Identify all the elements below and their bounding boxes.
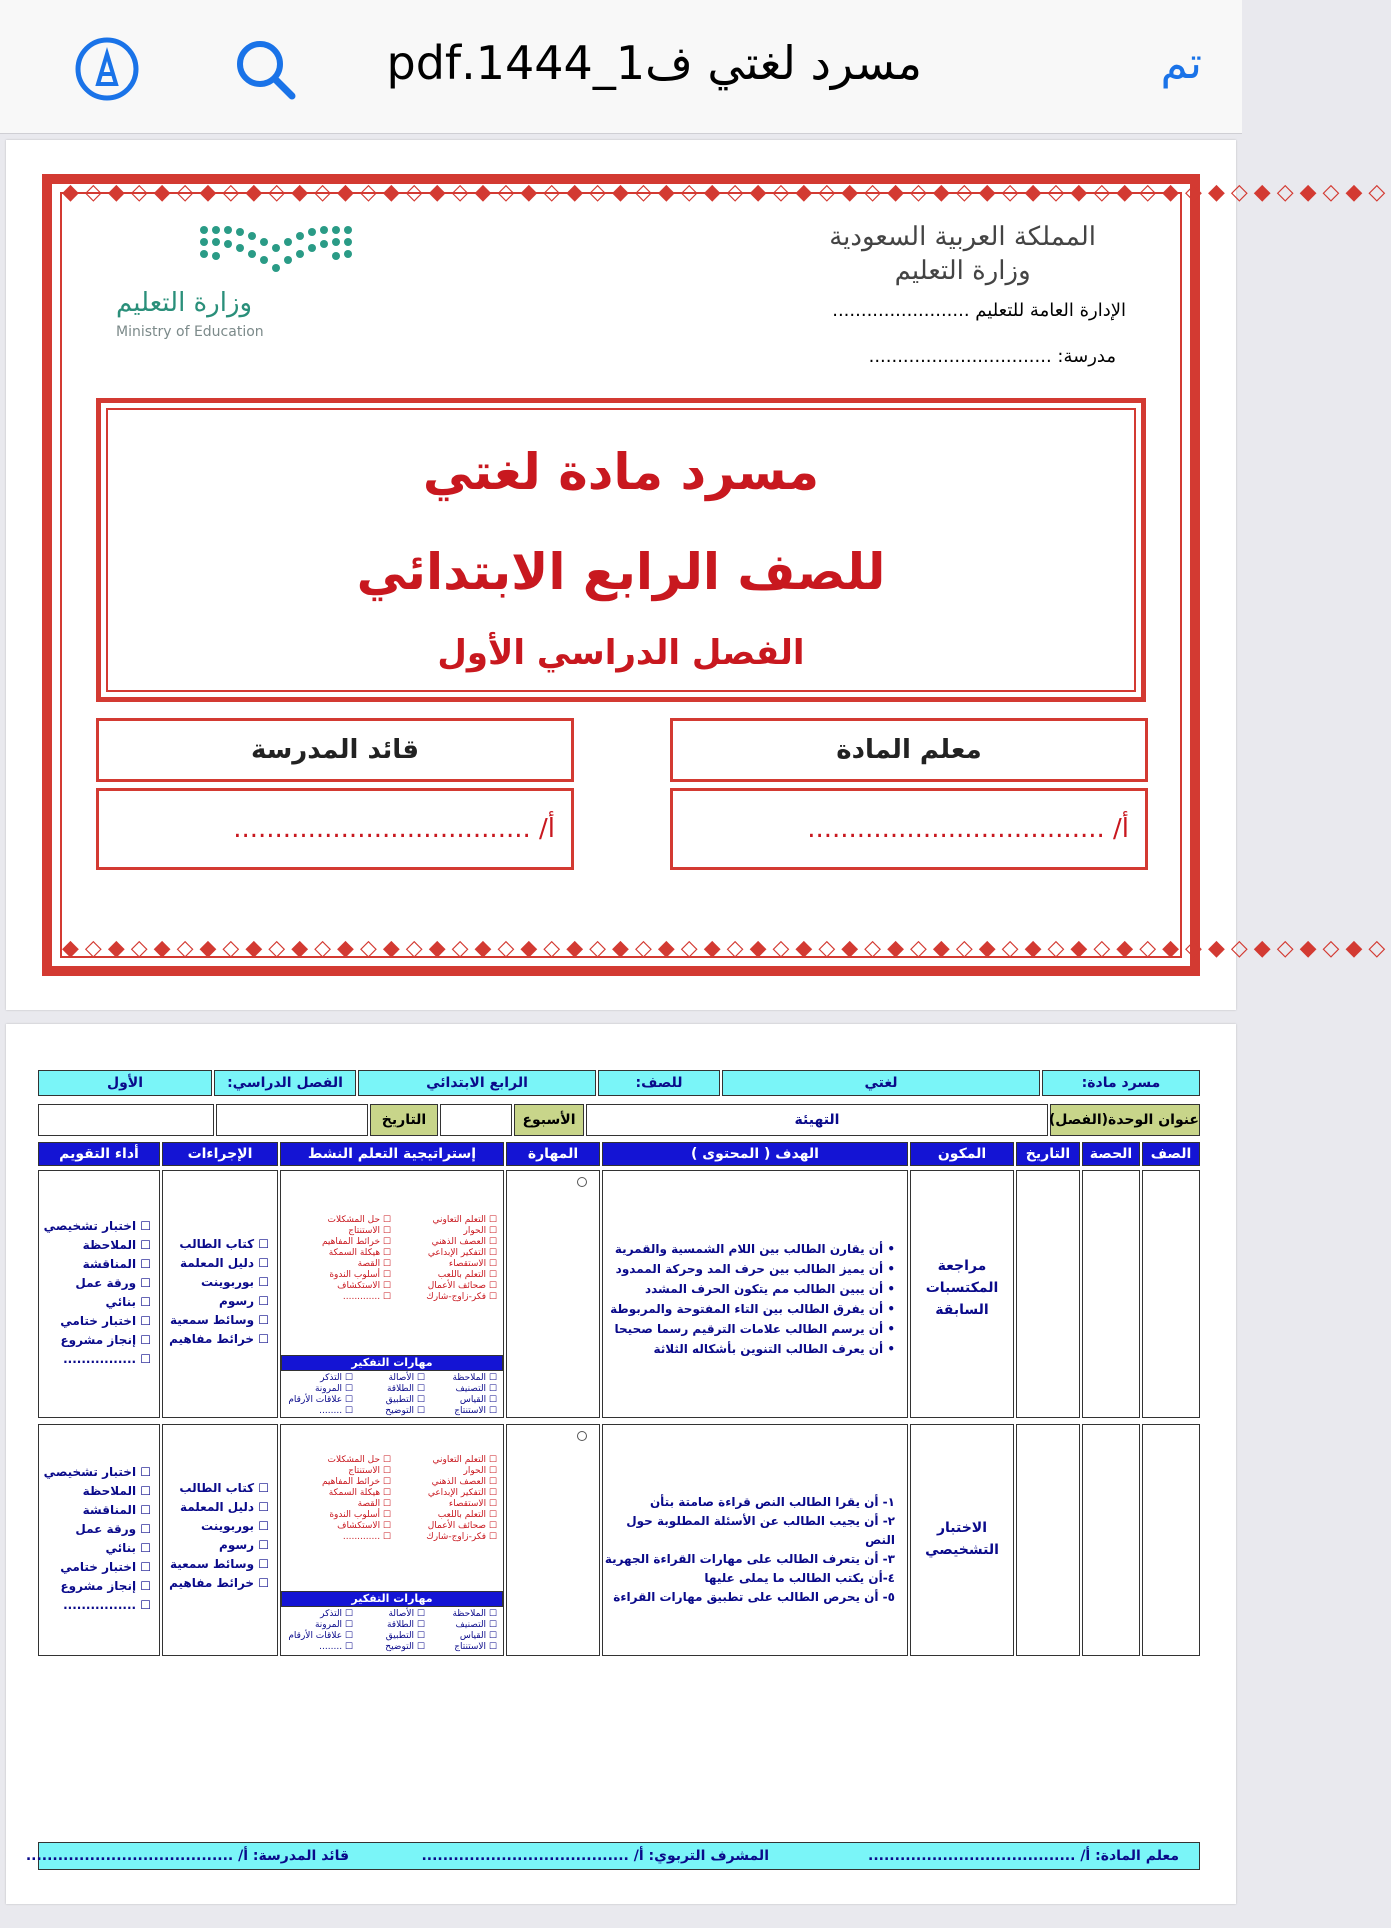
title-line-1: مسرد مادة لغتي xyxy=(422,443,820,501)
header-procedures: الإجراءات xyxy=(162,1142,278,1166)
row1-strategy-cell xyxy=(280,1170,504,1418)
kingdom-header xyxy=(829,220,1096,288)
title-line-3: الفصل الدراسي الأول xyxy=(437,633,805,673)
unit-label: عنوان الوحدة(الفصل) xyxy=(1050,1104,1200,1136)
strategy-item[interactable]: ☐ التفكير الإبداعي xyxy=(427,1488,497,1498)
strategy-item[interactable]: ☐ الحوار xyxy=(463,1226,497,1236)
strategy-item[interactable]: ☐ حل المشكلات xyxy=(327,1215,391,1225)
row2-skill-cell xyxy=(506,1424,600,1656)
row1-goal: • أن يعرف الطالب التنوين بأشكاله الثلاثة xyxy=(653,1342,895,1356)
title-box xyxy=(96,398,1146,702)
teacher-sign-box xyxy=(670,788,1148,870)
procedure-item[interactable]: ☐ كتاب الطالب xyxy=(179,1481,269,1495)
procedure-item[interactable]: ☐ بوربوينت xyxy=(200,1519,269,1533)
unit-value: التهيئة xyxy=(586,1104,1048,1136)
thinking-item[interactable]: ☐ الاستنتاج xyxy=(454,1406,497,1416)
strategy-item[interactable]: ☐ خرائط المفاهيم xyxy=(321,1237,391,1247)
strategy-item[interactable]: ☐ التعلم التعاوني xyxy=(432,1455,497,1465)
strategy-item[interactable]: ☐ أسلوب الندوة xyxy=(329,1510,391,1520)
strategy-item[interactable]: ☐ هيكلة السمكة xyxy=(328,1248,391,1258)
ministry-logo-icon xyxy=(196,220,356,276)
header-strategy: إستراتيجية التعلم النشط xyxy=(280,1142,504,1166)
grade-value: الرابع الابتدائي xyxy=(358,1070,596,1096)
evaluation-item[interactable]: ☐ بنائي xyxy=(105,1295,151,1309)
evaluation-item[interactable]: ☐ اختبار تشخيصي xyxy=(43,1465,151,1479)
row2-component: الاختبار التشخيصي xyxy=(925,1520,999,1558)
row2-date-cell xyxy=(1016,1424,1080,1656)
strategy-item[interactable]: ☐ الاستنتاج xyxy=(348,1466,391,1476)
procedure-item[interactable]: ☐ خرائط مفاهيم xyxy=(169,1332,269,1346)
row2-period-cell xyxy=(1082,1424,1140,1656)
kingdom-line-1: المملكة العربية السعودية xyxy=(829,222,1096,252)
thinking-item[interactable]: ☐ التذكر xyxy=(320,1609,353,1619)
evaluation-item[interactable]: ☐ إنجاز مشروع xyxy=(60,1579,151,1593)
thinking-item[interactable]: ☐ التوضيح xyxy=(385,1642,425,1652)
ministry-name-ar: وزارة التعليم xyxy=(116,288,253,318)
grade-label: للصف: xyxy=(598,1070,720,1096)
thinking-title: مهارات التفكير xyxy=(281,1355,503,1371)
strategy-item[interactable]: ☐ هيكلة السمكة xyxy=(328,1488,391,1498)
subject-value: لغتي xyxy=(722,1070,1040,1096)
thinking-item[interactable]: ☐ التطبيق xyxy=(385,1631,425,1641)
plan-page xyxy=(6,1024,1236,1904)
row1-goal: • أن يبين الطالب مم يتكون الحرف المشدد xyxy=(644,1282,895,1296)
thinking-title: مهارات التفكير xyxy=(281,1591,503,1607)
procedure-item[interactable]: ☐ رسوم xyxy=(219,1294,269,1308)
teacher-label: معلم المادة xyxy=(836,735,982,765)
markup-pen-icon[interactable] xyxy=(74,36,140,102)
row2-component-cell xyxy=(910,1424,1014,1656)
header-date: التاريخ xyxy=(1016,1142,1080,1166)
row2-procedures-cell xyxy=(162,1424,278,1656)
procedure-item[interactable]: ☐ وسائط سمعية xyxy=(169,1557,269,1571)
strategy-item[interactable]: ☐ التعلم باللعب xyxy=(437,1510,497,1520)
row2-goals-cell xyxy=(602,1424,908,1656)
evaluation-item[interactable]: ☐ المناقشة xyxy=(82,1503,151,1517)
school-field: مدرسة: ................................ xyxy=(868,346,1116,367)
strategy-item[interactable]: ☐ الاستقصاء xyxy=(448,1259,497,1269)
procedure-item[interactable]: ☐ دليل المعلمة xyxy=(179,1500,269,1514)
week-value xyxy=(440,1104,512,1136)
admin-field: الإدارة العامة للتعليم ........................ xyxy=(832,300,1126,321)
date-label: التاريخ xyxy=(370,1104,438,1136)
header-evaluation: أداء التقويم xyxy=(38,1142,160,1166)
teacher-sign-line: أ/ .................................... xyxy=(807,814,1129,844)
thinking-item[interactable]: ☐ الأصالة xyxy=(388,1609,425,1619)
viewer-toolbar xyxy=(0,0,1242,134)
header-goal: الهدف ( المحتوى ) xyxy=(602,1142,908,1166)
evaluation-item[interactable]: ☐ ورقة عمل xyxy=(75,1276,151,1290)
thinking-item[interactable]: ☐ الملاحظة xyxy=(452,1609,497,1619)
row1-grade-cell xyxy=(1142,1170,1200,1418)
strategy-item[interactable]: ☐ فكر-زاوج-شارك xyxy=(426,1292,497,1302)
evaluation-item[interactable]: ☐ ورقة عمل xyxy=(75,1522,151,1536)
row1-component: مراجعة المكتسبات السابقة xyxy=(925,1258,999,1318)
row2-evaluation-cell xyxy=(38,1424,160,1656)
strategy-item[interactable]: ☐ القصة xyxy=(357,1499,391,1509)
strategy-item[interactable]: ☐ العصف الذهني xyxy=(431,1237,497,1247)
thinking-item[interactable]: ☐ ........ xyxy=(319,1642,353,1652)
thinking-item[interactable]: ☐ الاستنتاج xyxy=(454,1642,497,1652)
search-icon[interactable] xyxy=(232,36,298,102)
row1-date-cell xyxy=(1016,1170,1080,1418)
footer-supervisor: المشرف التربوي: أ/ ....................................... xyxy=(421,1848,769,1864)
thinking-item[interactable]: ☐ الطلاقة xyxy=(386,1620,425,1630)
row2-goal: ٤-أن يكتب الطالب ما يملى عليها xyxy=(704,1571,895,1585)
strategy-item[interactable]: ☐ فكر-زاوج-شارك xyxy=(426,1532,497,1542)
strategy-item[interactable]: ☐ ............. xyxy=(342,1532,391,1542)
row1-goals-cell xyxy=(602,1170,908,1418)
kingdom-line-2: وزارة التعليم xyxy=(894,256,1031,286)
footer-teacher: معلم المادة: أ/ ....................................... xyxy=(868,1848,1179,1864)
row2-goal: ٣- أن يتعرف الطالب على مهارات القراءة الجهرية xyxy=(604,1552,895,1566)
header-skill: المهارة xyxy=(506,1142,600,1166)
thinking-item[interactable]: ☐ التذكر xyxy=(320,1373,353,1383)
evaluation-item[interactable]: ☐ إنجاز مشروع xyxy=(60,1333,151,1347)
row1-period-cell xyxy=(1082,1170,1140,1418)
footer-bar xyxy=(25,1842,1200,1870)
footer-principal: قائد المدرسة: أ/ ....................................... xyxy=(25,1848,349,1864)
strategy-item[interactable]: ☐ الاستكشاف xyxy=(337,1521,391,1531)
procedure-item[interactable]: ☐ دليل المعلمة xyxy=(179,1256,269,1270)
thinking-item[interactable]: ☐ المرونة xyxy=(314,1384,353,1394)
evaluation-item[interactable]: ☐ اختبار ختامي xyxy=(60,1314,151,1328)
thinking-item[interactable]: ☐ علاقات الأرقام xyxy=(288,1631,353,1641)
thinking-item[interactable]: ☐ التطبيق xyxy=(385,1395,425,1405)
row2-goal: ٥- أن يحرص الطالب على تطبيق مهارات القراءة xyxy=(613,1590,895,1604)
row1-procedures-cell xyxy=(162,1170,278,1418)
thinking-item[interactable]: ☐ الأصالة xyxy=(388,1373,425,1383)
procedure-item[interactable]: ☐ خرائط مفاهيم xyxy=(169,1576,269,1590)
term-value: الأول xyxy=(38,1070,212,1096)
row2-grade-cell xyxy=(1142,1424,1200,1656)
row1-component-cell xyxy=(910,1170,1014,1418)
thinking-item[interactable]: ☐ ........ xyxy=(319,1406,353,1416)
week-label: الأسبوع xyxy=(514,1104,584,1136)
principal-label-box xyxy=(96,718,574,782)
document-title: مسرد لغتي ف1_1444.pdf xyxy=(386,36,922,90)
strategy-item[interactable]: ☐ العصف الذهني xyxy=(431,1477,497,1487)
strategy-item[interactable]: ☐ التفكير الإبداعي xyxy=(427,1248,497,1258)
thinking-item[interactable]: ☐ الطلاقة xyxy=(386,1384,425,1394)
strategy-item[interactable]: ☐ التعلم التعاوني xyxy=(432,1215,497,1225)
row1-goal: • أن يفرق الطالب بين التاء المفتوحة والمربوطة xyxy=(610,1302,895,1316)
evaluation-item[interactable]: ☐ اختبار تشخيصي xyxy=(43,1219,151,1233)
row1-skill-cell xyxy=(506,1170,600,1418)
skill-radio[interactable] xyxy=(577,1177,587,1187)
procedure-item[interactable]: ☐ بوربوينت xyxy=(200,1275,269,1289)
row1-goal: • أن يميز الطالب بين حرف المد وحركة الممدود xyxy=(615,1262,895,1276)
teacher-label-box xyxy=(670,718,1148,782)
evaluation-item[interactable]: ☐ ................ xyxy=(63,1352,151,1366)
evaluation-item[interactable]: ☐ بنائي xyxy=(105,1541,151,1555)
thinking-item[interactable]: ☐ التوضيح xyxy=(385,1406,425,1416)
ministry-name-en: Ministry of Education xyxy=(116,324,264,340)
header-component: المكون xyxy=(910,1142,1014,1166)
header-period: الحصة xyxy=(1082,1142,1140,1166)
thinking-item[interactable]: ☐ التصنيف xyxy=(455,1620,497,1630)
principal-label: قائد المدرسة xyxy=(250,735,420,765)
row2-goal: ٢- أن يجيب الطالب عن الأسئلة المطلوبة حول النص xyxy=(626,1514,895,1547)
evaluation-item[interactable]: ☐ المناقشة xyxy=(82,1257,151,1271)
strategy-item[interactable]: ☐ ............. xyxy=(342,1292,391,1302)
thinking-item[interactable]: ☐ المرونة xyxy=(314,1620,353,1630)
procedure-item[interactable]: ☐ وسائط سمعية xyxy=(169,1313,269,1327)
strategy-item[interactable]: ☐ الحوار xyxy=(463,1466,497,1476)
row1-goal: • أن يقارن الطالب بين اللام الشمسية والقمرية xyxy=(614,1242,895,1256)
top-ornament-border: ◆◇◆◇◆◇◆◇◆◇◆◇◆◇◆◇◆◇◆◇◆◇◆◇◆◇◆◇◆◇◆◇◆◇◆◇◆◇◆◇◆◇◆◇◆◇◆◇◆◇◆◇◆◇◆◇◆◇ xyxy=(62,180,1391,205)
thinking-item[interactable]: ☐ القياس xyxy=(459,1631,497,1641)
strategy-item[interactable]: ☐ الاستكشاف xyxy=(337,1281,391,1291)
strategy-item[interactable]: ☐ أسلوب الندوة xyxy=(329,1270,391,1280)
cover-page xyxy=(6,140,1391,1010)
bottom-ornament-border: ◆◇◆◇◆◇◆◇◆◇◆◇◆◇◆◇◆◇◆◇◆◇◆◇◆◇◆◇◆◇◆◇◆◇◆◇◆◇◆◇◆◇◆◇◆◇◆◇◆◇◆◇◆◇◆◇◆◇ xyxy=(62,936,1391,961)
strategy-item[interactable]: ☐ حل المشكلات xyxy=(327,1455,391,1465)
extra-field xyxy=(38,1104,214,1136)
thinking-item[interactable]: ☐ القياس xyxy=(459,1395,497,1405)
row2-goal: ١- أن يقرا الطالب النص قراءة صامتة بتأن xyxy=(649,1495,895,1509)
strategy-item[interactable]: ☐ خرائط المفاهيم xyxy=(321,1477,391,1487)
skill-radio[interactable] xyxy=(577,1431,587,1441)
row1-evaluation-cell xyxy=(38,1170,160,1418)
header-grade: الصف xyxy=(1142,1142,1200,1166)
thinking-item[interactable]: ☐ التصنيف xyxy=(455,1384,497,1394)
evaluation-item[interactable]: ☐ ................ xyxy=(63,1598,151,1612)
strategy-item[interactable]: ☐ القصة xyxy=(357,1259,391,1269)
term-label: الفصل الدراسي: xyxy=(214,1070,356,1096)
evaluation-item[interactable]: ☐ الملاحظة xyxy=(82,1484,151,1498)
strategy-item[interactable]: ☐ الاستنتاج xyxy=(348,1226,391,1236)
row2-strategy-cell xyxy=(280,1424,504,1656)
procedure-item[interactable]: ☐ رسوم xyxy=(219,1538,269,1552)
strategy-item[interactable]: ☐ الاستقصاء xyxy=(448,1499,497,1509)
row1-goal: • أن يرسم الطالب علامات الترقيم رسما صحيحا xyxy=(614,1322,895,1336)
principal-sign-box xyxy=(96,788,574,870)
title-line-2: للصف الرابع الابتدائي xyxy=(356,543,886,601)
procedure-item[interactable]: ☐ كتاب الطالب xyxy=(179,1237,269,1251)
strategy-item[interactable]: ☐ صحائف الأعمال xyxy=(427,1521,497,1531)
strategy-item[interactable]: ☐ التعلم باللعب xyxy=(437,1270,497,1280)
subject-label: مسرد مادة: xyxy=(1042,1070,1200,1096)
date-value xyxy=(216,1104,368,1136)
thinking-item[interactable]: ☐ الملاحظة xyxy=(452,1373,497,1383)
done-button[interactable]: تم xyxy=(1160,38,1202,89)
principal-sign-line: أ/ .................................... xyxy=(233,814,555,844)
strategy-item[interactable]: ☐ صحائف الأعمال xyxy=(427,1281,497,1291)
evaluation-item[interactable]: ☐ اختبار ختامي xyxy=(60,1560,151,1574)
thinking-item[interactable]: ☐ علاقات الأرقام xyxy=(288,1395,353,1405)
evaluation-item[interactable]: ☐ الملاحظة xyxy=(82,1238,151,1252)
